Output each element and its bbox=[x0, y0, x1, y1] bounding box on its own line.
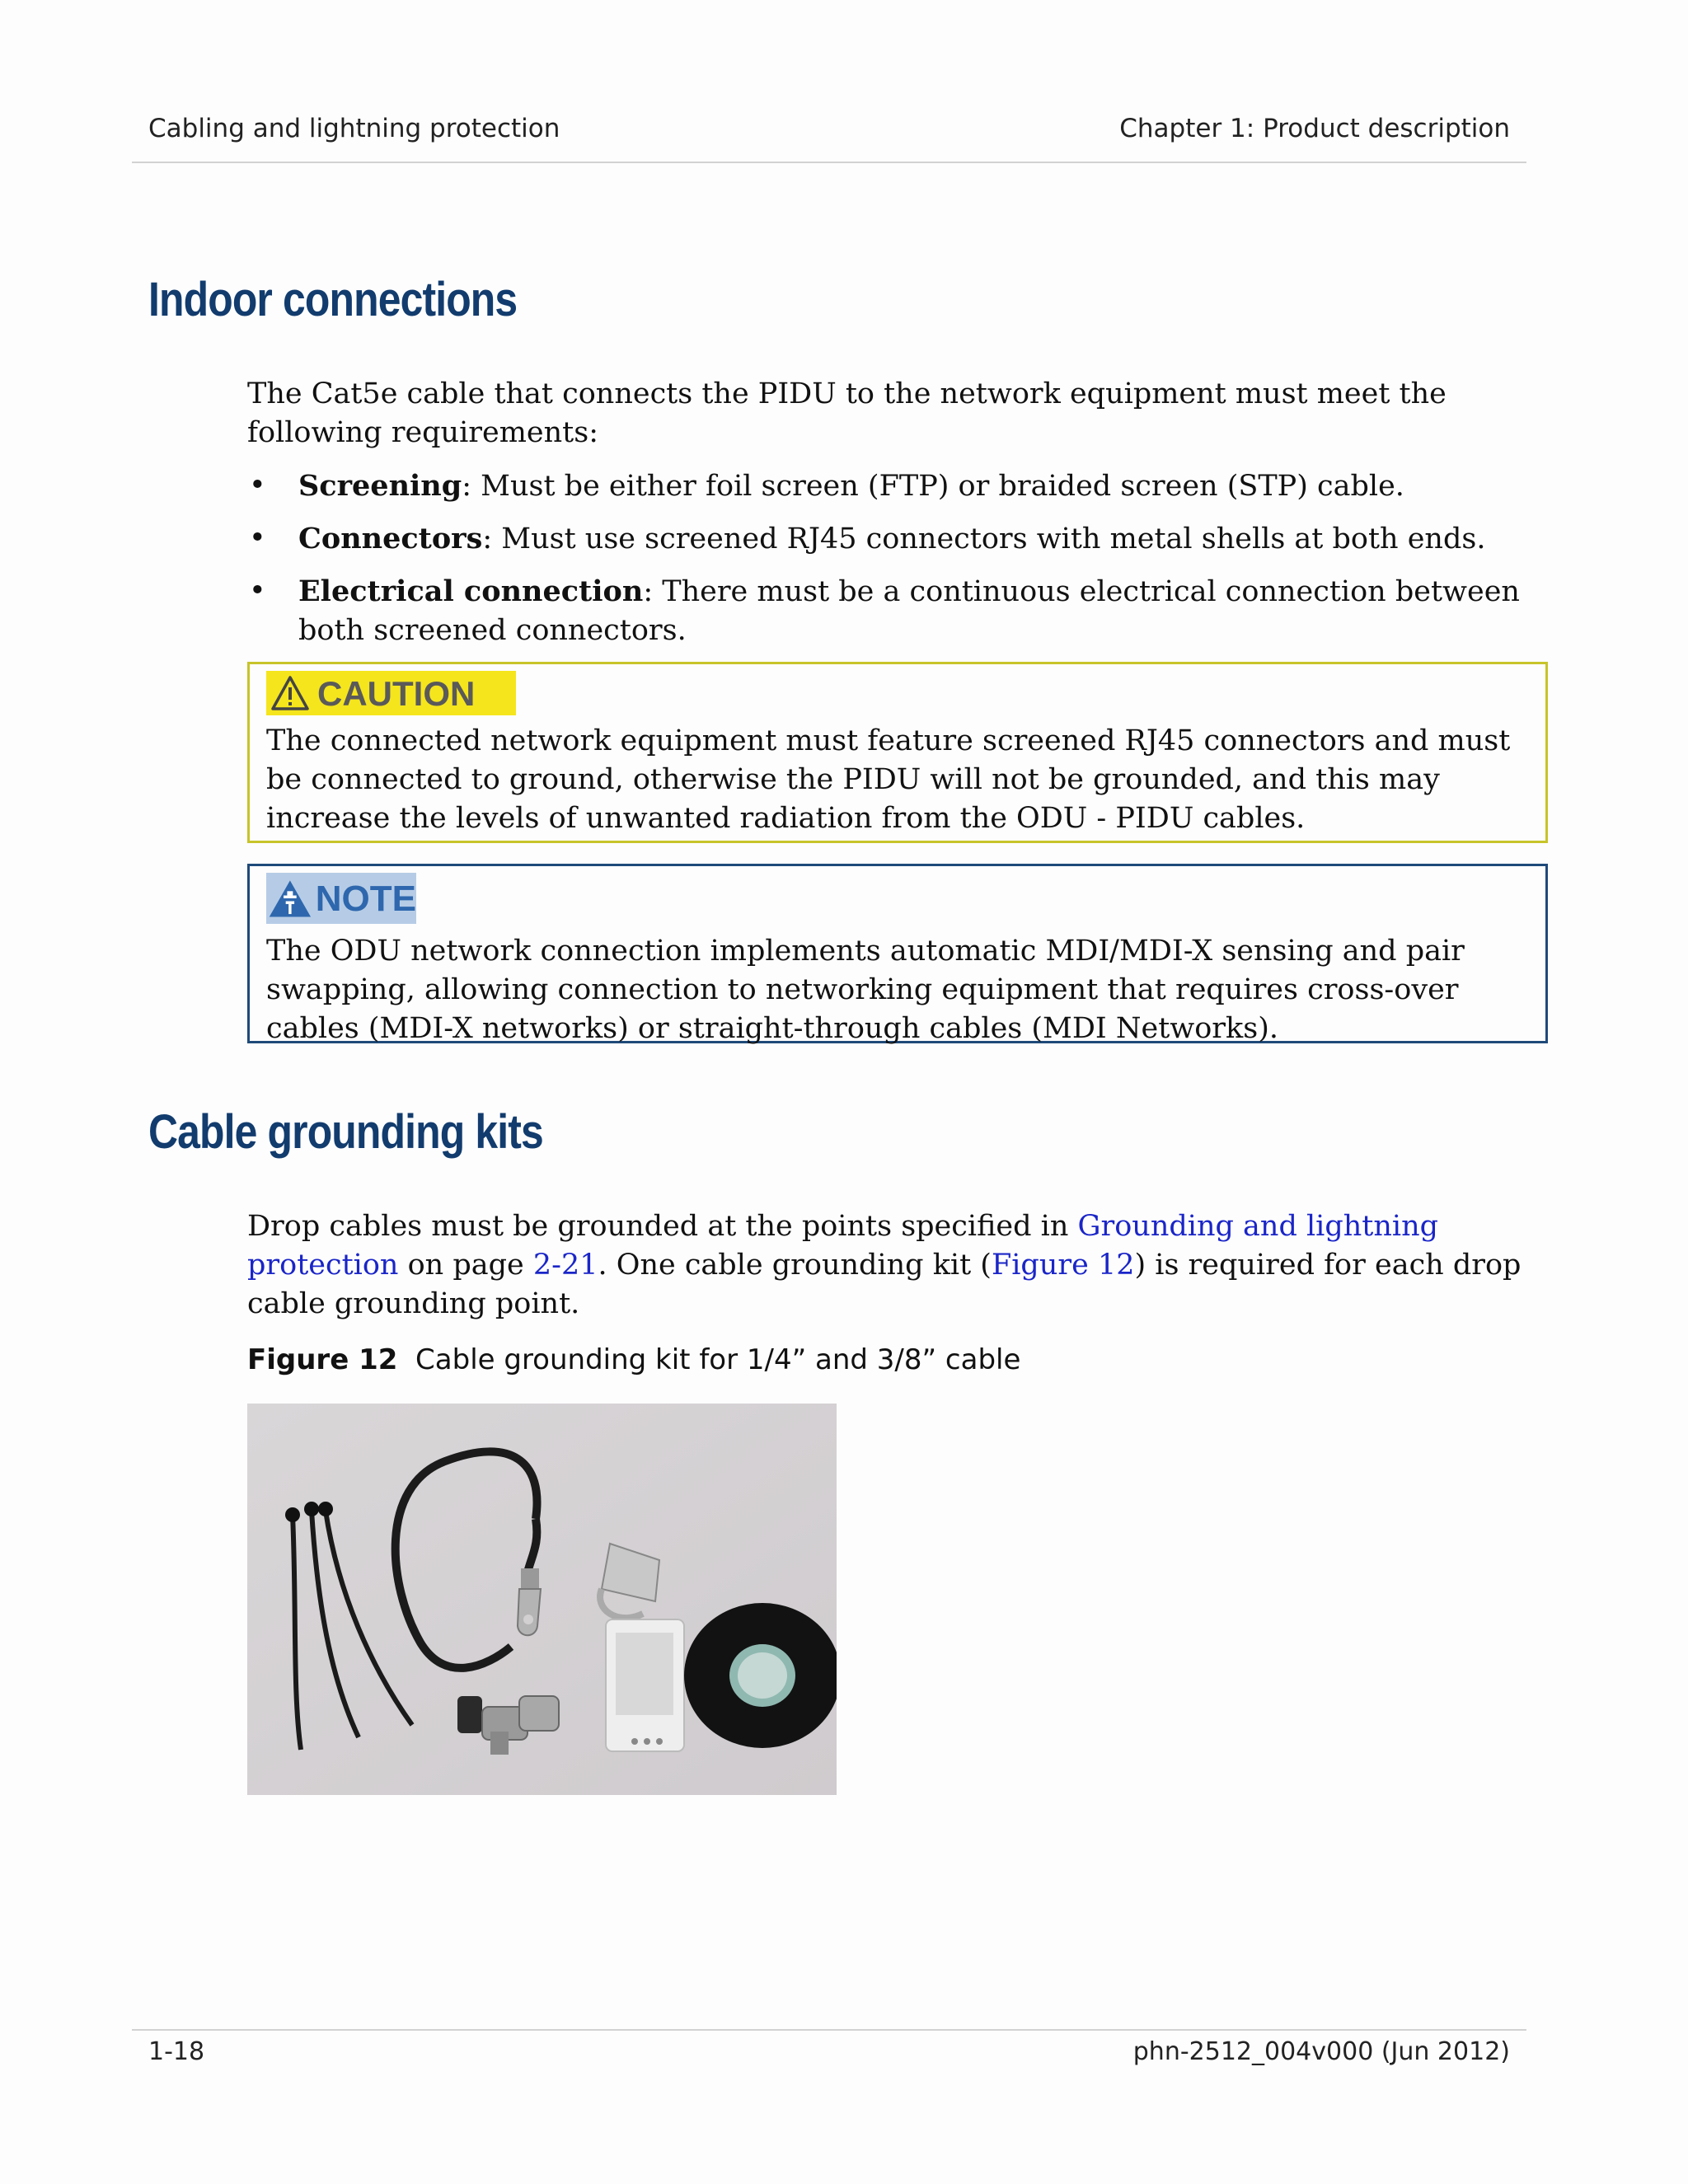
bullet-term: Connectors bbox=[298, 522, 483, 555]
paragraph-text: Drop cables must be grounded at the points specified in bbox=[247, 1210, 1078, 1243]
note-text: The ODU network connection implements automatic MDI/MDI-X sensing and pair swapping, allowing connection to networking equipment that requires cross-over cables (MDI-X networks) or straight-through cables (MDI Networks). bbox=[266, 935, 1465, 1045]
bullet-text: : There must be a continuous electrical connection between both screened connectors. bbox=[298, 575, 1520, 647]
heading-indoor-connections: Indoor connections bbox=[148, 273, 518, 326]
list-item bbox=[247, 572, 1533, 650]
page-header bbox=[132, 114, 1526, 143]
page-footer bbox=[132, 2037, 1526, 2066]
requirements-list bbox=[247, 466, 1533, 663]
caution-badge bbox=[266, 671, 516, 715]
header-section-title: Cabling and lightning protection bbox=[148, 114, 560, 143]
figure-caption bbox=[247, 1343, 1020, 1376]
cable-grounding-kit-photo bbox=[247, 1404, 837, 1795]
list-item bbox=[247, 519, 1533, 559]
note-pin-icon bbox=[268, 875, 312, 921]
bullet-icon: • bbox=[249, 522, 266, 555]
caution-label: CAUTION bbox=[317, 673, 476, 713]
figure-label: Figure 12 bbox=[247, 1343, 398, 1376]
note-box bbox=[247, 864, 1548, 1043]
paragraph-text: . One cable grounding kit ( bbox=[598, 1249, 992, 1282]
intro-paragraph: The Cat5e cable that connects the PIDU to the network equipment must meet the following requirements: bbox=[247, 377, 1447, 449]
bullet-term: Electrical connection bbox=[298, 574, 644, 608]
footer-divider bbox=[132, 2029, 1526, 2031]
note-badge bbox=[266, 873, 416, 924]
bullet-text: : Must use screened RJ45 connectors with metal shells at both ends. bbox=[482, 523, 1486, 555]
figure-caption-text: Cable grounding kit for 1/4” and 3/8” cable bbox=[415, 1343, 1021, 1376]
page-number: 1-18 bbox=[148, 2037, 205, 2066]
header-chapter-title: Chapter 1: Product description bbox=[1119, 114, 1510, 143]
grounding-paragraph bbox=[247, 1207, 1533, 1324]
caution-text: The connected network equipment must feature screened RJ45 connectors and must be connected to ground, otherwise the PIDU will not be grounded, and this may increase the levels of unwanted radiation from the ODU - PIDU cables. bbox=[266, 724, 1511, 835]
bullet-term: Screening bbox=[298, 469, 462, 503]
bullet-icon: • bbox=[249, 469, 266, 502]
note-label: NOTE bbox=[315, 878, 416, 919]
header-divider bbox=[132, 162, 1526, 163]
warning-triangle-icon bbox=[271, 675, 309, 711]
document-id: phn-2512_004v000 (Jun 2012) bbox=[1132, 2037, 1510, 2066]
grounding-protection-link[interactable]: Grounding and lightning protection bbox=[247, 1210, 1439, 1282]
paragraph-text: ) is required for each drop cable grounding point. bbox=[247, 1249, 1522, 1320]
bullet-icon: • bbox=[249, 574, 266, 607]
heading-cable-grounding-kits: Cable grounding kits bbox=[148, 1105, 543, 1159]
caution-box bbox=[247, 662, 1548, 843]
bullet-text: : Must be either foil screen (FTP) or braided screen (STP) cable. bbox=[462, 470, 1404, 503]
list-item bbox=[247, 466, 1533, 506]
paragraph-text: on page bbox=[398, 1249, 533, 1282]
page-ref-link[interactable]: 2-21 bbox=[532, 1249, 598, 1282]
figure-ref-link[interactable]: Figure 12 bbox=[991, 1249, 1135, 1282]
